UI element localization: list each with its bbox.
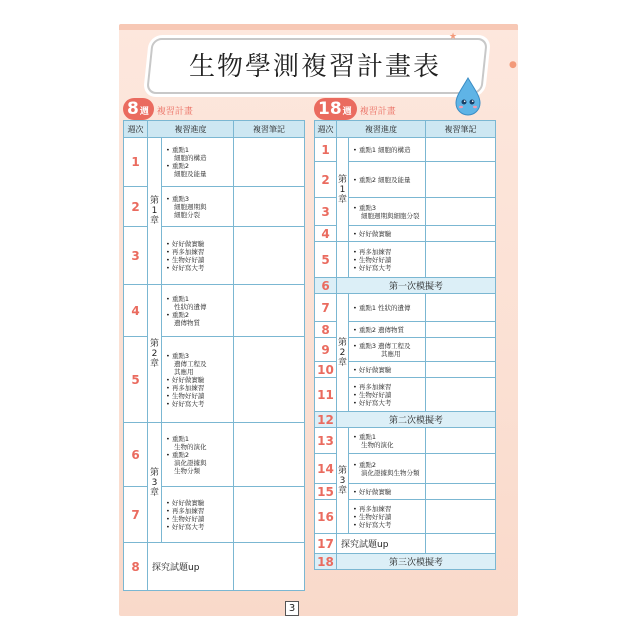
list-item: • 再多加練習 bbox=[353, 382, 392, 391]
item-main: 好好寫大考 bbox=[171, 399, 205, 408]
week-number: 2 bbox=[315, 162, 337, 198]
item-sub: 細胞分裂 bbox=[174, 210, 200, 219]
week-number: 6 bbox=[315, 278, 337, 294]
mock-exam-label: 第三次模擬考 bbox=[337, 554, 496, 570]
mock-exam-row bbox=[315, 278, 496, 294]
week-number: 12 bbox=[315, 412, 337, 428]
week-number: 2 bbox=[124, 187, 148, 227]
item-main: 生物好好讀 bbox=[358, 255, 392, 264]
chapter-label bbox=[337, 138, 349, 242]
progress-cell bbox=[162, 227, 234, 285]
chapter-label bbox=[148, 423, 162, 543]
item-main: 好好寫大考 bbox=[171, 522, 205, 531]
notes-cell[interactable] bbox=[234, 543, 305, 591]
notes-cell[interactable] bbox=[234, 487, 305, 543]
plan-table bbox=[314, 120, 496, 570]
dot-icon: ● bbox=[509, 60, 517, 70]
item-main: 好好做實驗 bbox=[171, 239, 205, 248]
item-main: 好好寫大考 bbox=[358, 398, 392, 407]
notes-cell[interactable] bbox=[426, 162, 496, 198]
item-main: 重點3 bbox=[358, 203, 376, 212]
item-main: 生物好好讀 bbox=[358, 512, 392, 521]
chapter-spacer bbox=[337, 242, 349, 278]
list-item: • 好好寫大考 bbox=[166, 522, 205, 531]
week-number: 11 bbox=[315, 378, 337, 412]
list-item: • 重點1 性狀的遺傳 bbox=[166, 295, 231, 311]
notes-cell[interactable] bbox=[426, 484, 496, 500]
item-main: 再多加練習 bbox=[358, 382, 392, 391]
notes-cell[interactable] bbox=[426, 454, 496, 484]
item-sub: 性狀的遺傳 bbox=[174, 302, 207, 311]
item-sub: 生物的演化 bbox=[361, 440, 394, 449]
item-main: 生物好好讀 bbox=[171, 391, 205, 400]
table-row bbox=[124, 138, 305, 187]
progress-cell bbox=[349, 428, 426, 454]
notes-cell[interactable] bbox=[426, 242, 496, 278]
list-item: • 生物好好讀 bbox=[166, 255, 205, 264]
notes-cell[interactable] bbox=[234, 138, 305, 187]
item-main: 重點2 細胞及能量 bbox=[358, 175, 411, 184]
page-title: 生物學測複習計畫表 bbox=[188, 51, 441, 82]
item-sub: 其應用 bbox=[381, 349, 401, 358]
item-main: 好好做實驗 bbox=[358, 487, 392, 496]
item-main: 重點2 bbox=[358, 460, 376, 469]
progress-cell bbox=[162, 423, 234, 487]
item-main: 再多加練習 bbox=[171, 506, 205, 515]
list-item: • 重點1 生物的演化 bbox=[166, 435, 231, 451]
week-number: 18 bbox=[315, 554, 337, 570]
item-main: 重點1 bbox=[171, 146, 189, 154]
table-row bbox=[315, 534, 496, 554]
week-number: 8 bbox=[315, 322, 337, 338]
week-number: 14 bbox=[315, 454, 337, 484]
list-item: • 再多加練習 bbox=[166, 247, 205, 256]
list-item: • 好好寫大考 bbox=[353, 520, 392, 529]
notes-cell[interactable] bbox=[426, 138, 496, 162]
list-item: • 生物好好讀 bbox=[353, 390, 392, 399]
item-main: 重點2 bbox=[171, 162, 189, 170]
week-number: 5 bbox=[124, 337, 148, 423]
week-number: 1 bbox=[315, 138, 337, 162]
panel-header bbox=[314, 96, 495, 120]
plan-18-weeks bbox=[314, 96, 495, 570]
progress-cell bbox=[349, 378, 426, 412]
list-item: • 好好做實驗 bbox=[353, 365, 392, 374]
chapter-label bbox=[148, 285, 162, 423]
item-main: 重點1 bbox=[358, 432, 376, 441]
list-item: • 重點2 遺傳物質 bbox=[166, 311, 231, 327]
item-sub: 其應用 bbox=[174, 367, 194, 376]
list-item: • 好好寫大考 bbox=[353, 263, 392, 272]
week-number: 3 bbox=[124, 227, 148, 285]
progress-cell bbox=[349, 484, 426, 500]
notes-cell[interactable] bbox=[426, 362, 496, 378]
week-number: 10 bbox=[315, 362, 337, 378]
chapter-text: 第 3 章 bbox=[337, 465, 347, 496]
list-item: • 再多加練習 bbox=[353, 504, 392, 513]
notes-cell[interactable] bbox=[426, 378, 496, 412]
item-main: 再多加練習 bbox=[358, 247, 392, 256]
item-main: 生物好好讀 bbox=[171, 514, 205, 523]
item-main: 再多加練習 bbox=[171, 247, 205, 256]
table-row bbox=[124, 423, 305, 487]
item-sub: 細胞週期與 bbox=[174, 202, 207, 211]
notes-cell[interactable] bbox=[426, 294, 496, 322]
week-number: 15 bbox=[315, 484, 337, 500]
progress-cell bbox=[349, 322, 426, 338]
progress-cell bbox=[162, 138, 234, 187]
item-main: 好好做實驗 bbox=[171, 498, 205, 507]
item-main: 重點1 bbox=[171, 294, 189, 303]
item-sub: 細胞週期與細胞分裂 bbox=[361, 211, 420, 220]
item-main: 生物好好讀 bbox=[171, 255, 205, 264]
list-item: • 重點3 細胞週期與 細胞分裂 bbox=[166, 195, 231, 219]
item-sub: 遺傳工程及 bbox=[174, 359, 207, 368]
item-main: 好好寫大考 bbox=[171, 263, 205, 272]
progress-cell bbox=[349, 162, 426, 198]
list-item: • 重點1 細胞的構造 bbox=[166, 146, 231, 162]
list-item: • 好好做實驗 bbox=[353, 229, 392, 238]
item-main: 好好做實驗 bbox=[358, 229, 392, 238]
week-number: 7 bbox=[315, 294, 337, 322]
chapter-text: 第 3 章 bbox=[149, 467, 159, 498]
top-stripe bbox=[119, 24, 518, 30]
notes-cell[interactable] bbox=[234, 285, 305, 337]
week-number: 6 bbox=[124, 423, 148, 487]
item-main: 好好寫大考 bbox=[358, 263, 392, 272]
item-main: 重點3 遺傳工程及 bbox=[358, 341, 411, 350]
header-notes: 複習筆記 bbox=[234, 121, 305, 138]
table-row bbox=[315, 242, 496, 278]
notes-cell[interactable] bbox=[426, 338, 496, 362]
week-number: 7 bbox=[124, 487, 148, 543]
list-item: • 重點1 生物的演化 bbox=[353, 433, 423, 449]
item-main: 好好做實驗 bbox=[171, 375, 205, 384]
table-row bbox=[124, 543, 305, 591]
item-main: 重點1 性狀的遺傳 bbox=[358, 303, 411, 312]
item-main: 重點2 遺傳物質 bbox=[358, 325, 405, 334]
star-icon: ★ bbox=[449, 32, 458, 42]
chapter-text: 第 1 章 bbox=[149, 196, 159, 226]
page-number: 3 bbox=[285, 601, 299, 616]
mock-exam-label: 第二次模擬考 bbox=[337, 412, 496, 428]
table-row bbox=[124, 285, 305, 337]
list-item: • 好好做實驗 bbox=[166, 375, 205, 384]
list-item: • 好好寫大考 bbox=[353, 398, 392, 407]
notes-cell[interactable] bbox=[426, 428, 496, 454]
list-item: • 重點2 演化證據與 生物分類 bbox=[166, 451, 231, 475]
item-main: 再多加練習 bbox=[358, 504, 392, 513]
item-main: 重點1 bbox=[171, 434, 189, 443]
week-number: 16 bbox=[315, 500, 337, 534]
week-badge bbox=[314, 98, 357, 120]
week-number: 8 bbox=[124, 543, 148, 591]
progress-cell bbox=[349, 454, 426, 484]
exploration-questions: 探究試題up bbox=[337, 534, 426, 554]
badge-unit: 週 bbox=[139, 107, 149, 117]
exploration-questions: 探究試題up bbox=[148, 543, 234, 591]
item-main: 重點3 bbox=[171, 194, 189, 203]
chapter-text: 第 1 章 bbox=[337, 174, 347, 205]
chapter-text: 第 2 章 bbox=[149, 338, 159, 369]
table-row bbox=[315, 294, 496, 322]
progress-cell bbox=[162, 337, 234, 423]
list-item: • 再多加練習 bbox=[166, 383, 205, 392]
progress-cell bbox=[349, 362, 426, 378]
header-week: 週次 bbox=[124, 121, 148, 138]
mock-exam-row bbox=[315, 554, 496, 570]
item-main: 重點2 bbox=[171, 450, 189, 459]
panel-header bbox=[123, 96, 304, 120]
chapter-label bbox=[337, 428, 349, 534]
progress-cell bbox=[349, 138, 426, 162]
chapter-label bbox=[148, 138, 162, 285]
notes-cell[interactable] bbox=[426, 534, 496, 554]
item-main: 重點1 細胞的構造 bbox=[358, 145, 411, 154]
item-main: 生物好好讀 bbox=[358, 390, 392, 399]
notes-cell[interactable] bbox=[234, 187, 305, 227]
list-item: • 好好寫大考 bbox=[166, 399, 205, 408]
progress-cell bbox=[349, 294, 426, 322]
item-sub: 遺傳物質 bbox=[174, 318, 200, 327]
list-item: • 重點2 遺傳物質 bbox=[353, 325, 405, 334]
week-number: 13 bbox=[315, 428, 337, 454]
list-item: • 好好做實驗 bbox=[353, 487, 392, 496]
badge-number: 8 bbox=[127, 99, 139, 119]
header-notes: 複習筆記 bbox=[426, 121, 496, 138]
item-sub: 細胞及能量 bbox=[174, 170, 207, 178]
progress-cell bbox=[349, 226, 426, 242]
badge-number: 18 bbox=[318, 99, 342, 119]
progress-cell bbox=[162, 187, 234, 227]
list-item: • 生物好好讀 bbox=[166, 391, 205, 400]
week-number: 3 bbox=[315, 198, 337, 226]
notes-cell[interactable] bbox=[234, 423, 305, 487]
notes-cell[interactable] bbox=[234, 227, 305, 285]
list-item: • 生物好好讀 bbox=[166, 514, 205, 523]
week-number: 4 bbox=[124, 285, 148, 337]
table-row bbox=[315, 138, 496, 162]
list-item: • 重點2 細胞及能量 bbox=[353, 175, 411, 184]
list-item: • 好好做實驗 bbox=[166, 239, 205, 248]
list-item: • 重點2 細胞及能量 bbox=[166, 162, 231, 178]
progress-cell bbox=[349, 198, 426, 226]
mock-exam-label: 第一次模擬考 bbox=[337, 278, 496, 294]
list-item: • 重點1 細胞的構造 bbox=[353, 145, 411, 154]
notes-cell[interactable] bbox=[234, 337, 305, 423]
list-item: • 好好寫大考 bbox=[166, 263, 205, 272]
week-number: 1 bbox=[124, 138, 148, 187]
week-number: 4 bbox=[315, 226, 337, 242]
header-progress: 複習進度 bbox=[148, 121, 234, 138]
header-progress: 複習進度 bbox=[337, 121, 426, 138]
header-week: 週次 bbox=[315, 121, 337, 138]
notes-cell[interactable] bbox=[426, 500, 496, 534]
list-item: • 重點3 細胞週期與細胞分裂 bbox=[353, 204, 423, 220]
list-item: • 生物好好讀 bbox=[353, 512, 392, 521]
list-item: • 再多加練習 bbox=[353, 247, 392, 256]
plan-table bbox=[123, 120, 305, 591]
week-number: 9 bbox=[315, 338, 337, 362]
progress-cell bbox=[349, 338, 426, 362]
item-sub: 細胞的構造 bbox=[174, 154, 207, 162]
item-sub: 演化證據與生物分類 bbox=[361, 468, 420, 477]
list-item: • 重點3 遺傳工程及 其應用 bbox=[166, 352, 231, 376]
plan-title: 複習計畫 bbox=[359, 107, 396, 117]
item-main: 好好做實驗 bbox=[358, 365, 392, 374]
progress-cell bbox=[349, 500, 426, 534]
notes-cell[interactable] bbox=[426, 198, 496, 226]
list-item: • 重點2 演化證據與生物分類 bbox=[353, 461, 423, 477]
item-main: 重點2 bbox=[171, 310, 189, 319]
item-sub: 生物分類 bbox=[174, 466, 200, 475]
list-item: • 再多加練習 bbox=[166, 506, 205, 515]
mock-exam-row bbox=[315, 412, 496, 428]
item-sub: 演化證據與 bbox=[174, 458, 207, 467]
notes-cell[interactable] bbox=[426, 322, 496, 338]
progress-cell bbox=[162, 487, 234, 543]
item-main: 再多加練習 bbox=[171, 383, 205, 392]
list-item: • 重點3 遺傳工程及 其應用 bbox=[353, 342, 423, 358]
week-badge bbox=[123, 98, 154, 120]
badge-unit: 週 bbox=[342, 107, 352, 117]
week-number: 17 bbox=[315, 534, 337, 554]
list-item: • 生物好好讀 bbox=[353, 255, 392, 264]
list-item: • 重點1 性狀的遺傳 bbox=[353, 303, 411, 312]
study-plan-page bbox=[119, 24, 518, 616]
item-main: 好好寫大考 bbox=[358, 520, 392, 529]
week-number: 5 bbox=[315, 242, 337, 278]
plan-8-weeks bbox=[123, 96, 304, 591]
chapter-text: 第 2 章 bbox=[337, 337, 347, 368]
list-item: • 好好做實驗 bbox=[166, 498, 205, 507]
table-row bbox=[315, 428, 496, 454]
notes-cell[interactable] bbox=[426, 226, 496, 242]
chapter-label bbox=[337, 294, 349, 412]
progress-cell bbox=[349, 242, 426, 278]
item-sub: 生物的演化 bbox=[174, 442, 207, 451]
item-main: 重點3 bbox=[171, 351, 189, 360]
progress-cell bbox=[162, 285, 234, 337]
plan-title: 複習計畫 bbox=[156, 107, 193, 117]
